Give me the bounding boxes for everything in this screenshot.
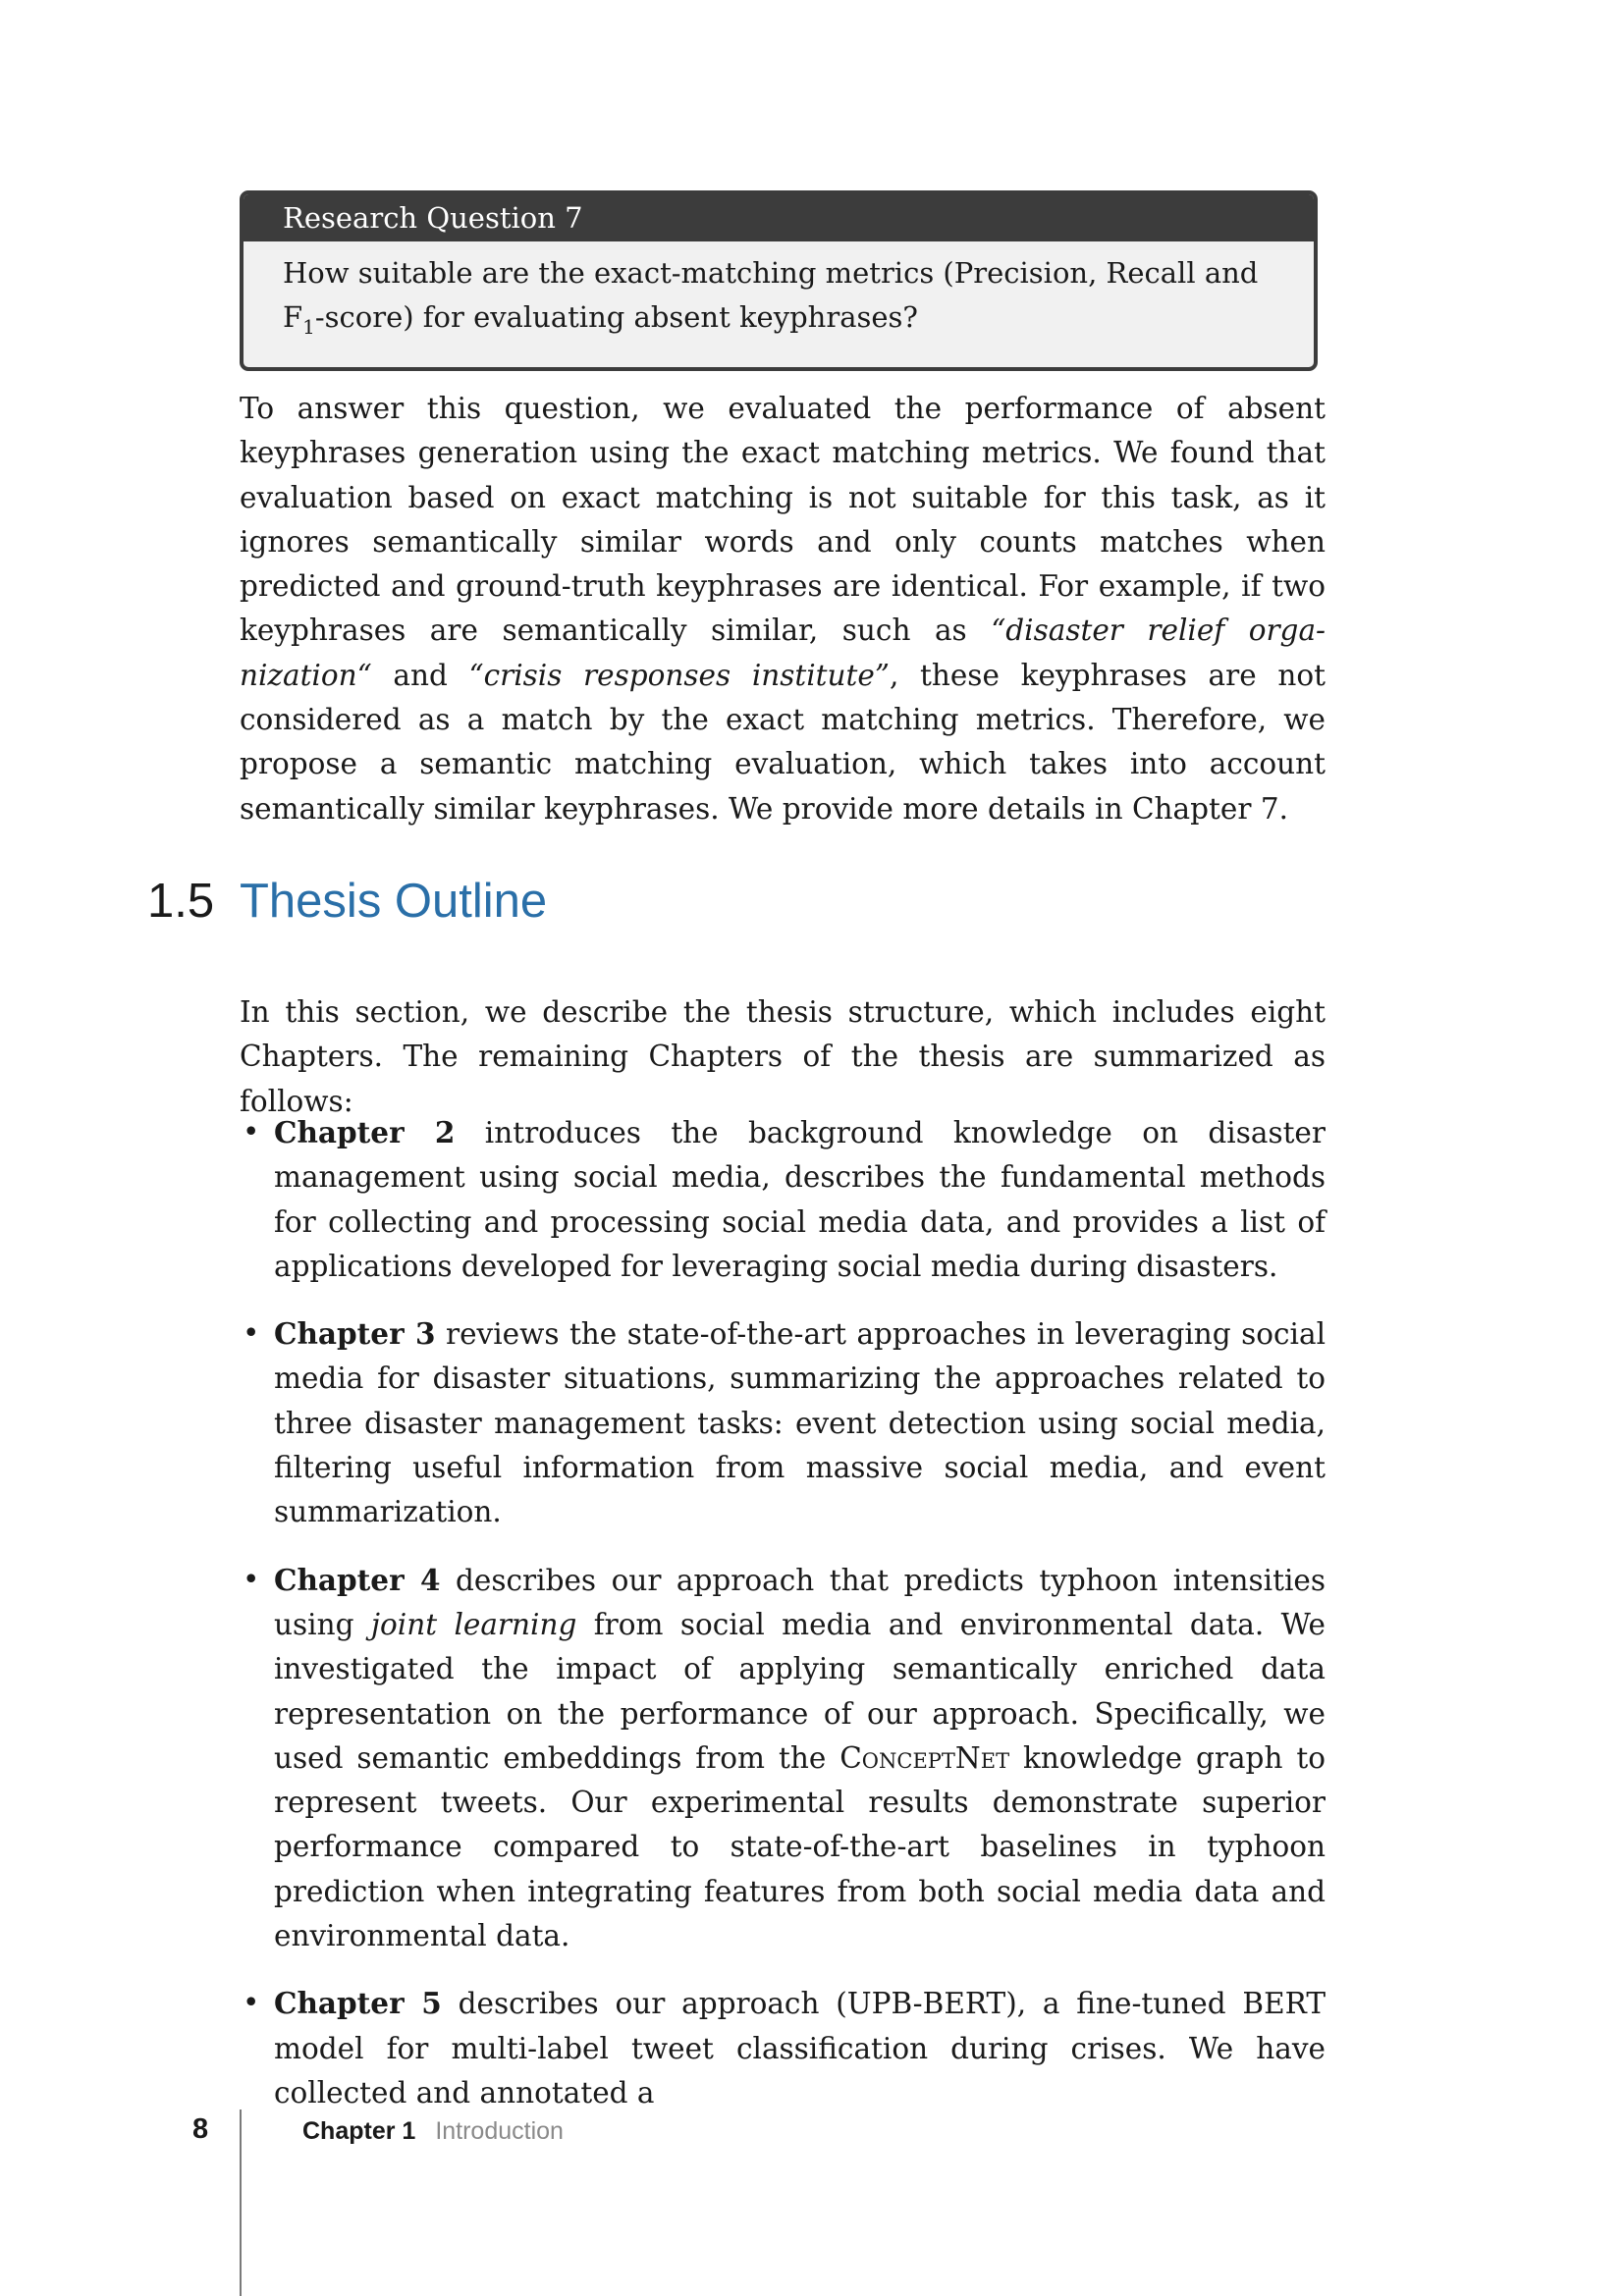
chapter-description: knowledge graph to represent tweets. Our experimental results demonstrate superior performance compared to state-of-the-art baselines in typhoon prediction when integrating features from both social media data and environmental data.	[274, 1740, 1326, 1953]
research-question-box	[240, 190, 1318, 371]
chapter-label: Chapter 4	[274, 1562, 441, 1597]
bullet-icon: •	[243, 1562, 260, 1596]
answer-paragraph-part2: and	[371, 658, 469, 692]
intro-paragraph: In this section, we describe the thesis structure, which includes eight Chapters. The remaining Chapters of the thesis are summarized as follows:	[240, 995, 1326, 1118]
answer-paragraph-part1: To answer this question, we evaluated the performance of absent keyphrases generation using the exact matching metrics. We found that evaluation based on exact matching is not suitable for this task, as it ignores semantically similar words and only counts matches when predicted and ground-truth keyphrases are identical. For example, if two keyphrases are semantically similar, such as	[240, 392, 1326, 648]
emphasis-term: joint learning	[370, 1607, 577, 1641]
chapter-description: describes our approach that predicts typhoon intensities using	[274, 1563, 1326, 1641]
page-number: 8	[192, 2113, 209, 2145]
chapter-description: describes our approach (UPB-BERT), a fine-tuned BERT model for multi-label tweet classification during crises. We have collected and annotated a	[274, 1987, 1326, 2109]
chapter-label: Chapter 5	[274, 1986, 442, 2021]
section-number: 1.5	[147, 875, 215, 928]
chapter-description: reviews the state-of-the-art approaches in leveraging social media for disaster situations, summarizing the approaches related to three disaster management tasks: event detection using social media, filtering useful information from massive social media, and event summarization.	[274, 1317, 1326, 1529]
bullet-icon: •	[243, 1986, 260, 2020]
chapter-label: Chapter 3	[274, 1316, 436, 1352]
chapter-description: introduces the background knowledge on disaster management using social media, describes the fundamental methods for collecting and processing social media data, and provides a list of applications developed for leveraging social media during disasters.	[274, 1116, 1326, 1283]
answer-paragraph	[240, 387, 1326, 831]
footer-divider	[240, 2109, 242, 2296]
rq-text-start: How suitable are the exact-matching metrics (Precision, Recall and F	[283, 256, 1259, 334]
research-question-text	[244, 241, 1314, 367]
research-question-header: Research Question 7	[244, 194, 1314, 241]
footer-chapter-label: Chapter 1	[302, 2117, 416, 2145]
rq-subscript: 1	[302, 314, 315, 339]
section-heading	[147, 872, 547, 931]
chapter-list	[240, 1110, 1326, 2138]
list-item	[240, 1311, 1326, 1534]
rq-text-end: -score) for evaluating absent keyphrases?	[314, 300, 918, 334]
small-caps-term: ConceptNet	[839, 1740, 1010, 1775]
answer-paragraph-part3: , these keyphrases are not considered as a match by the exact matching metrics. Therefore, we propose a semantic matching evaluation, which takes into account semantically similar keyphrases. We provide more details in Chapter 7.	[240, 658, 1326, 826]
bullet-icon: •	[243, 1316, 260, 1351]
chapter-label: Chapter 2	[274, 1115, 456, 1149]
section-title: Thesis Outline	[240, 875, 548, 928]
example-phrase-1: “disaster relief organization“	[240, 614, 1326, 692]
example-phrase-2: “crisis responses institute”	[468, 658, 890, 692]
list-item	[240, 1558, 1326, 1959]
footer-chapter-title: Introduction	[435, 2117, 564, 2145]
bullet-icon: •	[243, 1115, 260, 1148]
list-item	[240, 1110, 1326, 1289]
running-footer	[302, 2115, 564, 2147]
chapter-description: from social media and environmental data. We investigated the impact of applying semantically enriched data representation on the performance of our approach. Specifically, we used semantic embeddings from the	[274, 1607, 1326, 1775]
list-item	[240, 1981, 1326, 2115]
